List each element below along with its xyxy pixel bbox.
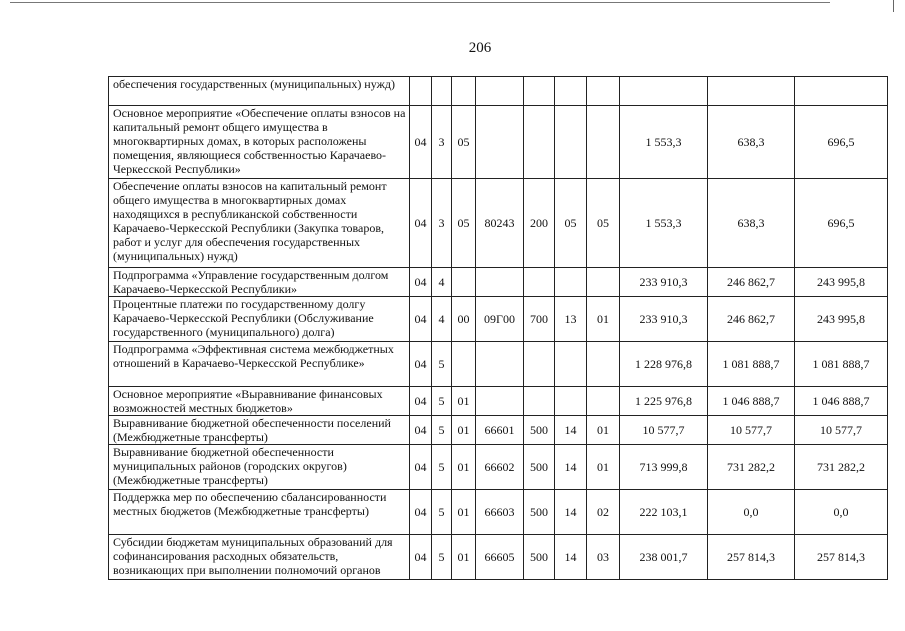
amount-cell: 10 577,7 [795, 416, 888, 445]
amount-cell: 246 862,7 [708, 268, 795, 297]
amount-cell: 731 282,2 [708, 445, 795, 490]
table-row [109, 106, 888, 179]
amount-cell: 696,5 [795, 179, 888, 268]
amount-cell: 246 862,7 [708, 297, 795, 342]
code-cell: 66602 [476, 445, 524, 490]
code-cell [555, 342, 587, 387]
amount-cell [620, 77, 708, 106]
code-cell: 09Г00 [476, 297, 524, 342]
amount-cell: 696,5 [795, 106, 888, 179]
code-cell: 01 [452, 490, 476, 535]
code-cell: 04 [410, 106, 432, 179]
table-row [109, 535, 888, 580]
table-row [109, 445, 888, 490]
code-cell [587, 77, 620, 106]
amount-cell: 1 228 976,8 [620, 342, 708, 387]
code-cell: 01 [452, 416, 476, 445]
code-cell [524, 387, 555, 416]
row-title: Подпрограмма «Эффективная система межбюджетных отношений в Карачаево-Черкесской Республике» [109, 342, 410, 387]
code-cell: 01 [587, 416, 620, 445]
code-cell: 66601 [476, 416, 524, 445]
code-cell: 80243 [476, 179, 524, 268]
code-cell: 13 [555, 297, 587, 342]
row-title: Процентные платежи по государственному долгу Карачаево-Черкесской Республики (Обслуживание государственного (муниципального) долга) [109, 297, 410, 342]
table-body [109, 77, 888, 580]
code-cell: 04 [410, 445, 432, 490]
code-cell: 04 [410, 535, 432, 580]
code-cell [587, 268, 620, 297]
code-cell: 5 [432, 490, 452, 535]
code-cell: 01 [452, 387, 476, 416]
code-cell: 200 [524, 179, 555, 268]
code-cell [524, 342, 555, 387]
code-cell: 04 [410, 268, 432, 297]
code-cell: 04 [410, 387, 432, 416]
row-title: Субсидии бюджетам муниципальных образований для софинансирования расходных обязательств, возникающих при выполнении полномочий органов [109, 535, 410, 580]
row-title: Подпрограмма «Управление государственным долгом Карачаево-Черкесской Республики» [109, 268, 410, 297]
code-cell [452, 342, 476, 387]
code-cell [555, 77, 587, 106]
amount-cell: 1 046 888,7 [708, 387, 795, 416]
code-cell: 01 [452, 535, 476, 580]
code-cell [476, 77, 524, 106]
row-title: Выравнивание бюджетной обеспеченности поселений (Межбюджетные трансферты) [109, 416, 410, 445]
code-cell [587, 387, 620, 416]
amount-cell: 257 814,3 [795, 535, 888, 580]
code-cell: 4 [432, 297, 452, 342]
code-cell: 5 [432, 445, 452, 490]
table-row [109, 342, 888, 387]
amount-cell: 638,3 [708, 179, 795, 268]
row-title: Выравнивание бюджетной обеспеченности муниципальных районов (городских округов) (Межбюджетные трансферты) [109, 445, 410, 490]
amount-cell: 1 081 888,7 [708, 342, 795, 387]
code-cell: 04 [410, 179, 432, 268]
code-cell: 5 [432, 342, 452, 387]
top-rule [10, 2, 830, 3]
code-cell [587, 342, 620, 387]
code-cell: 5 [432, 416, 452, 445]
code-cell [555, 268, 587, 297]
code-cell [524, 268, 555, 297]
code-cell [555, 106, 587, 179]
amount-cell: 731 282,2 [795, 445, 888, 490]
table-row [109, 416, 888, 445]
code-cell [587, 106, 620, 179]
code-cell: 500 [524, 490, 555, 535]
amount-cell: 10 577,7 [708, 416, 795, 445]
code-cell: 05 [587, 179, 620, 268]
code-cell: 05 [555, 179, 587, 268]
table-row [109, 297, 888, 342]
amount-cell [708, 77, 795, 106]
row-title: Основное мероприятие «Выравнивание финансовых возможностей местных бюджетов» [109, 387, 410, 416]
code-cell [555, 387, 587, 416]
corner-mark [893, 0, 894, 12]
amount-cell: 233 910,3 [620, 268, 708, 297]
row-title: Обеспечение оплаты взносов на капитальный ремонт общего имущества в многоквартирных домах находящихся в республиканской собственности Карачаево-Черкесской Республики (Закупка товаров, работ и услуг для обеспечения государственных (муниципальных) нужд) [109, 179, 410, 268]
code-cell [476, 106, 524, 179]
amount-cell: 243 995,8 [795, 297, 888, 342]
code-cell: 14 [555, 445, 587, 490]
amount-cell: 713 999,8 [620, 445, 708, 490]
code-cell: 02 [587, 490, 620, 535]
code-cell: 66605 [476, 535, 524, 580]
amount-cell: 0,0 [708, 490, 795, 535]
code-cell: 700 [524, 297, 555, 342]
code-cell: 500 [524, 535, 555, 580]
row-title: Поддержка мер по обеспечению сбалансированности местных бюджетов (Межбюджетные трансферты) [109, 490, 410, 535]
code-cell: 04 [410, 297, 432, 342]
amount-cell: 638,3 [708, 106, 795, 179]
code-cell: 03 [587, 535, 620, 580]
code-cell: 66603 [476, 490, 524, 535]
code-cell [476, 342, 524, 387]
code-cell [524, 77, 555, 106]
table-row [109, 179, 888, 268]
code-cell: 04 [410, 490, 432, 535]
amount-cell: 222 103,1 [620, 490, 708, 535]
code-cell [410, 77, 432, 106]
code-cell: 01 [452, 445, 476, 490]
amount-cell: 233 910,3 [620, 297, 708, 342]
table-row [109, 387, 888, 416]
amount-cell: 243 995,8 [795, 268, 888, 297]
amount-cell [795, 77, 888, 106]
amount-cell: 257 814,3 [708, 535, 795, 580]
row-title: обеспечения государственных (муниципальных) нужд) [109, 77, 410, 106]
amount-cell: 1 081 888,7 [795, 342, 888, 387]
code-cell [476, 268, 524, 297]
amount-cell: 0,0 [795, 490, 888, 535]
code-cell [476, 387, 524, 416]
page-number: 206 [468, 40, 492, 56]
table-row [109, 490, 888, 535]
code-cell [524, 106, 555, 179]
code-cell: 500 [524, 416, 555, 445]
amount-cell: 1 225 976,8 [620, 387, 708, 416]
amount-cell: 238 001,7 [620, 535, 708, 580]
code-cell: 01 [587, 445, 620, 490]
budget-table [108, 76, 888, 580]
amount-cell: 1 046 888,7 [795, 387, 888, 416]
code-cell [452, 268, 476, 297]
row-title: Основное мероприятие «Обеспечение оплаты взносов на капитальный ремонт общего имущества в многоквартирных домах, в которых расположены помещения, являющиеся собственностью Карачаево-Черкесской Республики» [109, 106, 410, 179]
code-cell: 5 [432, 535, 452, 580]
amount-cell: 1 553,3 [620, 106, 708, 179]
code-cell: 01 [587, 297, 620, 342]
code-cell: 05 [452, 179, 476, 268]
code-cell: 3 [432, 179, 452, 268]
code-cell: 04 [410, 416, 432, 445]
code-cell: 05 [452, 106, 476, 179]
amount-cell: 10 577,7 [620, 416, 708, 445]
code-cell: 00 [452, 297, 476, 342]
code-cell [452, 77, 476, 106]
code-cell: 5 [432, 387, 452, 416]
table-row [109, 77, 888, 106]
code-cell: 3 [432, 106, 452, 179]
code-cell: 14 [555, 490, 587, 535]
code-cell: 500 [524, 445, 555, 490]
table-row [109, 268, 888, 297]
code-cell: 14 [555, 535, 587, 580]
code-cell: 04 [410, 342, 432, 387]
code-cell [432, 77, 452, 106]
code-cell: 14 [555, 416, 587, 445]
code-cell: 4 [432, 268, 452, 297]
amount-cell: 1 553,3 [620, 179, 708, 268]
